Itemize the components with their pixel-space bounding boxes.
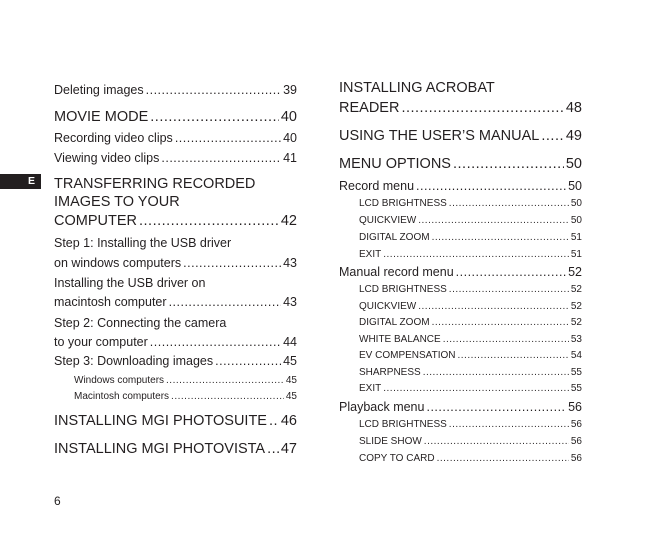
- toc-entry: LCD BRIGHTNESS ..... 56: [359, 418, 582, 431]
- toc-entry: MOVIE MODE ..... 40: [54, 108, 297, 126]
- toc-entry: Deleting images ..... 39: [54, 82, 297, 98]
- section-tab-marker: E: [0, 174, 41, 189]
- toc-entry: Recording video clips ..... 40: [54, 130, 297, 146]
- toc-entry: USING THE USER’S MANUAL ..... 49: [339, 127, 582, 145]
- toc-heading-line: INSTALLING ACROBAT: [339, 80, 495, 96]
- toc-heading-line: TRANSFERRING RECORDED: [54, 176, 256, 192]
- toc-entry: LCD BRIGHTNESS ..... 52: [359, 283, 582, 296]
- toc-entry: SLIDE SHOW ..... 56: [359, 435, 582, 448]
- toc-entry: QUICKVIEW ..... 50: [359, 214, 582, 227]
- toc-entry: QUICKVIEW ..... 52: [359, 300, 582, 313]
- toc-entry: EXIT ..... 51: [359, 248, 582, 261]
- toc-entry: INSTALLING MGI PHOTOVISTA ..... 47: [54, 440, 297, 458]
- toc-entry: EV COMPENSATION ..... 54: [359, 349, 582, 362]
- page-number: 6: [54, 494, 61, 508]
- toc-entry: Windows computers ..... 45: [74, 374, 297, 387]
- toc-entry: READER ..... 48: [339, 99, 582, 117]
- toc-entry: Playback menu ..... 56: [339, 399, 582, 415]
- toc-entry: DIGITAL ZOOM ..... 51: [359, 231, 582, 244]
- toc-entry: to your computer ..... 44: [54, 334, 297, 350]
- toc-entry: EXIT ..... 55: [359, 382, 582, 395]
- toc-entry: Manual record menu ..... 52: [339, 264, 582, 280]
- toc-entry: Viewing video clips ..... 41: [54, 150, 297, 166]
- toc-entry: LCD BRIGHTNESS ..... 50: [359, 197, 582, 210]
- toc-entry: Macintosh computers ..... 45: [74, 390, 297, 403]
- toc-subheading-line: Installing the USB driver on: [54, 276, 206, 290]
- toc-entry: Record menu ..... 50: [339, 178, 582, 194]
- toc-entry: COPY TO CARD ..... 56: [359, 452, 582, 465]
- toc-entry: on windows computers ..... 43: [54, 255, 297, 271]
- toc-entry: Step 3: Downloading images ..... 45: [54, 353, 297, 369]
- toc-entry: DIGITAL ZOOM ..... 52: [359, 316, 582, 329]
- toc-heading-line: IMAGES TO YOUR: [54, 194, 180, 210]
- toc-entry: WHITE BALANCE ..... 53: [359, 333, 582, 346]
- toc-entry: macintosh computer ..... 43: [54, 294, 297, 310]
- toc-subheading-line: Step 1: Installing the USB driver: [54, 236, 232, 250]
- toc-entry: COMPUTER ..... 42: [54, 212, 297, 230]
- toc-entry: INSTALLING MGI PHOTOSUITE ..... 46: [54, 412, 297, 430]
- toc-subheading-line: Step 2: Connecting the camera: [54, 316, 227, 330]
- toc-entry: MENU OPTIONS ..... 50: [339, 155, 582, 173]
- toc-entry: SHARPNESS ..... 55: [359, 366, 582, 379]
